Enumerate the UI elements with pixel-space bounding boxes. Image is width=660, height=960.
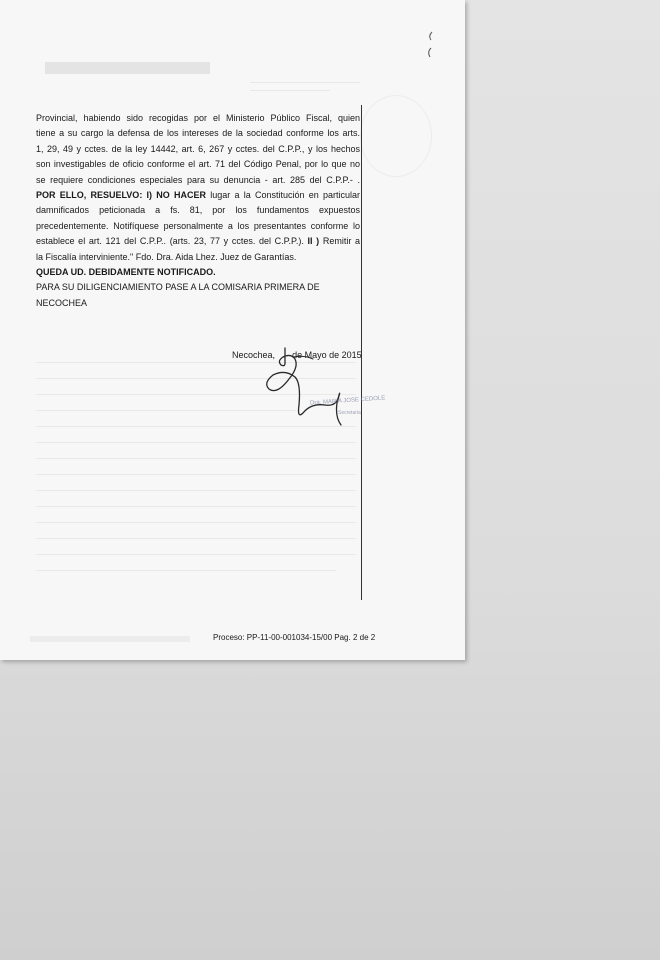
bleed-through-line: [36, 490, 356, 491]
bleed-through-line: [36, 554, 356, 555]
dispatch-line: NECOCHEA: [36, 297, 88, 308]
body-line: son investigables de oficio conforme el art. 71 del Código Penal, por lo que no: [36, 159, 360, 170]
body-line: se requiere condiciones especiales para su denuncia - art. 285 del C.P.P.- .: [36, 174, 360, 185]
dispatch-line: PARA SU DILIGENCIAMIENTO PASE A LA COMISARIA PRIMERA DE: [36, 282, 320, 293]
bleed-through-line: [36, 474, 356, 475]
signed-by-line: la Fiscalía interviniente." Fdo. Dra. Aida Lhez. Juez de Garantías.: [36, 251, 297, 262]
article-line: [36, 234, 360, 249]
article-point-two: II ): [307, 236, 320, 247]
body-line: damnificados peticionada a fs. 81, por los fundamentos expuestos: [36, 205, 360, 216]
resolution-heading: POR ELLO, RESUELVO: I) NO HACER: [36, 190, 207, 201]
bleed-through-line: [250, 90, 330, 91]
resolution-text: lugar a la Constitución en particular: [206, 190, 360, 201]
bleed-through-seal: [360, 95, 432, 177]
bleed-through-line: [250, 82, 360, 83]
bleed-through-line: [36, 442, 356, 443]
bleed-through-line: [36, 522, 356, 523]
bleed-through-line: [36, 506, 356, 507]
document-body: [36, 111, 360, 311]
secretary-stamp-title: Secretaria: [338, 410, 361, 416]
handwritten-signature: [255, 345, 365, 435]
page-footer: Proceso: PP-11-00-001034-15/00 Pag. 2 de 2: [213, 633, 376, 642]
body-line: 1, 29, 49 y cctes. de la ley 14442, art. 6, 267 y cctes. del C.P.P., y los hechos: [36, 143, 360, 154]
secretary-stamp: Dra. MARIA JOSE CEDOLE: [309, 395, 386, 407]
body-line: precedentemente. Notifíquese personalmente a los presentantes conforme lo: [36, 220, 360, 231]
pencil-mark-icon: [424, 30, 438, 60]
bleed-through-footer: [30, 636, 190, 642]
body-line: Provincial, habiendo sido recogidas por el Ministerio Público Fiscal, quien: [36, 113, 360, 123]
resolution-line: [36, 188, 360, 203]
date-city: Necochea,: [232, 350, 276, 360]
bleed-through-line: [36, 538, 356, 539]
bleed-through-line: [36, 570, 336, 571]
body-line: tiene a su cargo la defensa de los intereses de la sociedad conforme los arts.: [36, 128, 360, 139]
document-page: [0, 0, 465, 660]
bleed-through-header: [45, 62, 210, 74]
bleed-through-line: [36, 458, 356, 459]
notified-line: QUEDA UD. DEBIDAMENTE NOTIFICADO.: [36, 267, 216, 278]
article-end: Remitir a: [319, 236, 360, 247]
date-rest: de Mayo de 2015: [292, 350, 362, 360]
article-text: establece el art. 121 del C.P.P.. (arts. 23, 77 y cctes. del C.P.P.).: [36, 236, 308, 247]
